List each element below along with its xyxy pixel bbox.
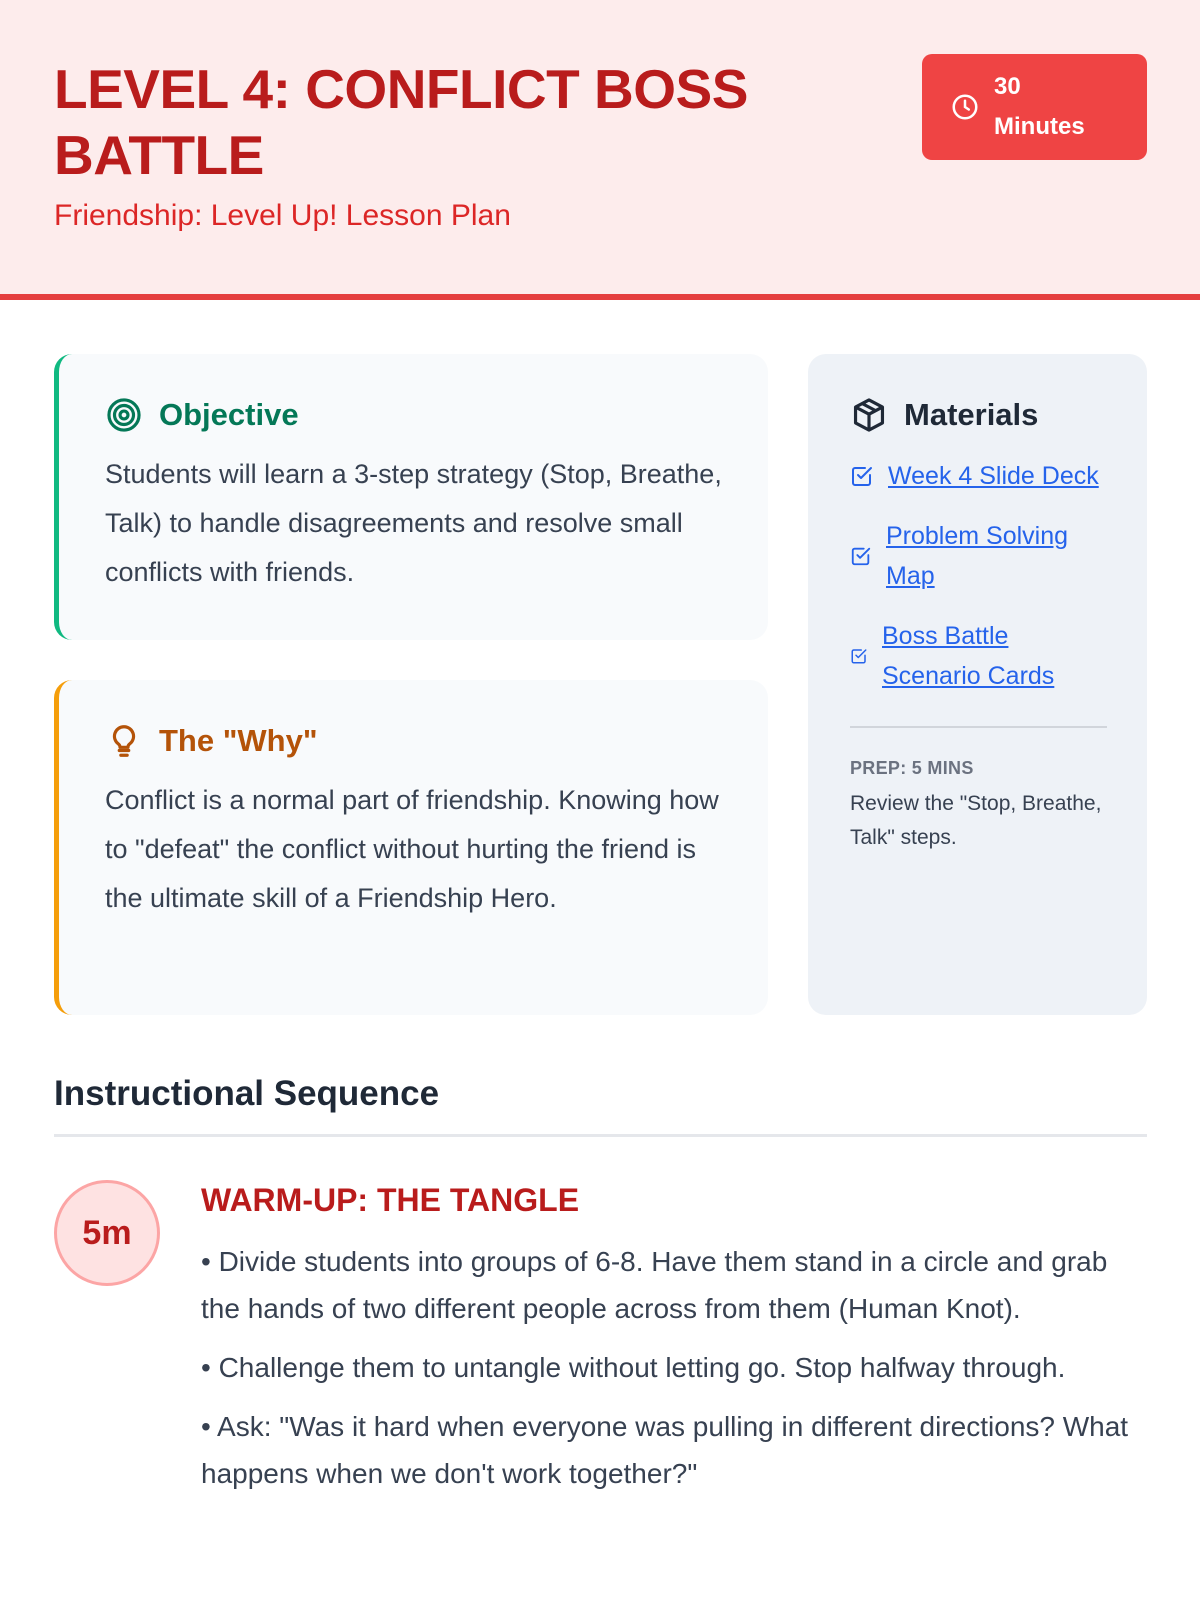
prep-text: Review the "Stop, Breathe, Talk" steps. (850, 792, 1102, 849)
material-item (850, 616, 1107, 696)
duration-unit: Minutes (994, 113, 1085, 140)
lesson-header (0, 0, 1200, 300)
step-duration-badge: 5m (54, 1180, 160, 1286)
step-bullet: • Divide students into groups of 6-8. Have them stand in a circle and grab the hands of two different people across from them (Human Knot). (201, 1246, 1108, 1324)
checkbox-icon (850, 545, 872, 567)
page-title: LEVEL 4: CONFLICT BOSS BATTLE (54, 58, 748, 186)
sequence-heading: Instructional Sequence (54, 1074, 440, 1113)
box-icon (850, 396, 888, 434)
page-subtitle: Friendship: Level Up! Lesson Plan (54, 199, 511, 232)
objective-card (54, 354, 768, 640)
material-item (850, 516, 1107, 596)
materials-heading: Materials (904, 397, 1039, 432)
step-title: WARM-UP: THE TANGLE (201, 1182, 580, 1218)
why-heading: The "Why" (159, 723, 318, 758)
checkbox-icon (850, 647, 868, 665)
step-body (201, 1238, 1151, 1509)
target-icon (105, 396, 143, 434)
materials-header (850, 396, 1107, 434)
objective-text: Students will learn a 3-step strategy (Stop, Breathe, Talk) to handle disagreements and resolve small conflicts with friends. (105, 459, 722, 587)
materials-panel (808, 354, 1147, 1015)
material-link-problem-map[interactable]: Problem Solving Map (886, 522, 1069, 590)
objective-header (105, 396, 724, 434)
sequence-divider (54, 1134, 1147, 1137)
duration-badge (922, 54, 1147, 160)
why-header (105, 722, 724, 760)
step-bullet: • Challenge them to untangle without letting go. Stop halfway through. (201, 1352, 1066, 1383)
why-card (54, 680, 768, 1015)
objective-heading: Objective (159, 397, 299, 432)
clock-icon (950, 92, 980, 122)
material-item (850, 456, 1107, 496)
step-bullet: • Ask: "Was it hard when everyone was pulling in different directions? What happens when we don't work together?" (201, 1411, 1129, 1489)
material-link-scenario-cards[interactable]: Boss Battle Scenario Cards (882, 622, 1055, 690)
materials-list (850, 456, 1107, 696)
why-text: Conflict is a normal part of friendship. Knowing how to "defeat" the conflict without hurting the friend is the ultimate skill of a Friendship Hero. (105, 785, 719, 913)
lightbulb-icon (105, 722, 143, 760)
prep-label: PREP: 5 MINS (850, 758, 974, 778)
materials-divider (850, 726, 1107, 728)
duration-text (994, 67, 1085, 147)
checkbox-icon (850, 464, 874, 488)
duration-value: 30 (994, 73, 1021, 100)
material-link-slide-deck[interactable]: Week 4 Slide Deck (888, 462, 1099, 490)
